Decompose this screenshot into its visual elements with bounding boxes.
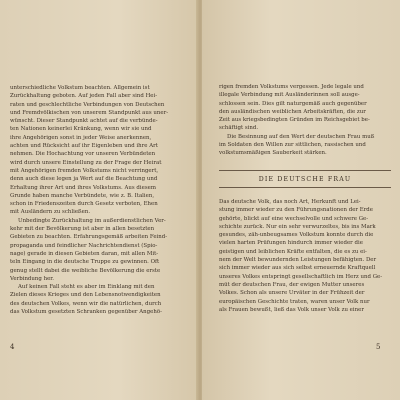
text-line: des deutschen Volkes, wenn wir die natürlichen, durch — [10, 300, 162, 307]
heading-rule-bottom — [219, 187, 391, 188]
section-heading: DIE DEUTSCHE FRAU — [258, 176, 352, 183]
text-line: den ausländischen weiblichen Arbeitskräften, die zur — [219, 108, 366, 115]
text-line: wird durch unsere Einstellung zu der Frage der Heirat — [10, 159, 162, 166]
text-line: Zielen dieses Krieges und den Lebensnotwendigkeiten — [10, 292, 161, 299]
text-line: schichte zurück. Nur ein sehr verwurzeltes, bis ins Mark — [219, 223, 376, 230]
text-line: rigen fremden Volkstums vergessen. Jede legale und — [219, 84, 364, 90]
text-line: schäftigt sind. — [219, 125, 259, 132]
text-line: unseres Volkes entspringt gesellschaftlich im Herz und Ge- — [219, 273, 383, 280]
text-line: ihre Angehörigen sonst in jeder Weise anerkennen, — [10, 134, 152, 141]
text-line: achten und Rücksicht auf ihr Eigenleben und ihre Art — [10, 143, 158, 150]
text-line: Volkes. Schon als unsere Urväter in der Frühzeit der — [219, 290, 365, 297]
text-line: illegale Verbindung mit Ausländerinnen soll ausge- — [219, 92, 360, 99]
text-line: mit Angehörigen fremden Volkstums nicht verringert, — [10, 167, 159, 174]
text-line: kehr mit der Bevölkerung ist aber in allen besetzten — [10, 226, 155, 233]
text-line: gesundes, zäh-unbeugsames Volkstum konnte durch die — [219, 232, 374, 239]
text-line: Das deutsche Volk, das noch Art, Herkunft und Lei- — [219, 199, 361, 205]
text-line: als Frauen bewußt, ließ das Volk unser Volk zu einer — [219, 306, 364, 313]
text-line: müt der deutschen Frau, der ewigen Mutter unseres — [219, 281, 365, 288]
text-line: im Soldaten den Willen zur sittlichen, rassischen und — [219, 142, 366, 149]
text-line: schon in Friedenszeiten durch Gesetz verboten, Ehen — [10, 201, 158, 208]
text-line: gehörte, blickt auf eine wechselvolle und schwere Ge- — [219, 215, 369, 222]
text-line: unterschiedliche Volkstum beachten. Allgemein ist — [10, 85, 150, 91]
text-line: sich immer wieder aus sich selbst erneuernde Kraftquell — [219, 265, 376, 272]
text-line: Die Besinnung auf den Wert der deutschen Frau muß — [227, 133, 375, 140]
text-line: Erhaltung ihrer Art und ihres Volkstums. Aus diesem — [10, 184, 156, 191]
text-line: vielen harten Prüfungen hindurch immer wieder die — [219, 240, 363, 247]
text-line: Zurückhaltung geboten. Auf jeden Fall aber sind Hei- — [10, 93, 158, 100]
text-line: stung immer wieder zu den Führungsnationen der Erde — [219, 207, 373, 214]
text-line: Unbedingte Zurückhaltung im außerdienstlichen Ver- — [18, 217, 166, 224]
text-line: raten und geschlechtliche Verbindungen von Deutschen — [10, 101, 165, 108]
text-line: Grunde haben manche Verbündete, wie z. B. Italien, — [10, 192, 155, 199]
text-line: teln Eingang in die deutsche Truppe zu gewinnen. Oft — [10, 259, 160, 266]
text-line: wünscht. Dieser Standpunkt achtet auf die verbünde- — [10, 118, 158, 125]
text-line: nem der Welt bewundernden Leistungen befähigten. Der — [219, 257, 377, 264]
right-page-text-bottom — [219, 198, 391, 314]
heading-rule-top — [219, 170, 391, 171]
text-line: nage) gerade in diesen Gebieten daran, mit allen Mit- — [10, 250, 159, 257]
text-line: genug stellt dabei die weibliche Bevölkerung die erste — [10, 267, 161, 274]
text-line: Gebieten zu beachten. Erfahrungsgemäß arbeiten Feind- — [10, 234, 168, 241]
text-line: ten Nationen keinerlei Kränkung, wenn wir sie und — [10, 126, 152, 133]
right-page-text-top — [219, 83, 391, 158]
left-page — [0, 0, 198, 400]
text-line: und Fremdvölkischen von unserem Standpunkt aus uner- — [10, 109, 169, 116]
text-line: nehmen. Die Hochachtung vor unseren Verbündeten — [10, 151, 156, 158]
text-line: Verbindung her. — [10, 275, 55, 282]
text-line: denn auch diese legen ja Wert auf die Beachtung und — [10, 176, 158, 183]
text-line: Zeit aus kriegsbedingten Gründen im Reichsgebiet be- — [219, 117, 370, 124]
page-number: 4 — [10, 343, 15, 351]
right-page — [202, 0, 400, 400]
text-line: mit Ausländern zu schließen. — [10, 209, 91, 216]
text-line: volkstumsmäßigen Sauberkeit stärken. — [219, 150, 327, 157]
text-line: Auf keinen Fall steht es aber im Einklang mit den — [18, 284, 155, 291]
text-line: propaganda und feindlicher Nachrichtendienst (Spio- — [10, 242, 158, 249]
page-number: 5 — [376, 343, 381, 351]
left-page-text — [10, 84, 184, 316]
text-line: das Volkstum gesetzten Schranken gegenüber Angehö- — [10, 309, 162, 316]
text-line: geistigen und leiblichen Kräfte entfalten, die es zu ei- — [219, 248, 367, 255]
text-line: schlossen sein. Dies gilt naturgemäß auch gegenüber — [219, 100, 367, 107]
text-line: europäischen Geschichte traten, waren unser Volk nur — [219, 298, 370, 305]
